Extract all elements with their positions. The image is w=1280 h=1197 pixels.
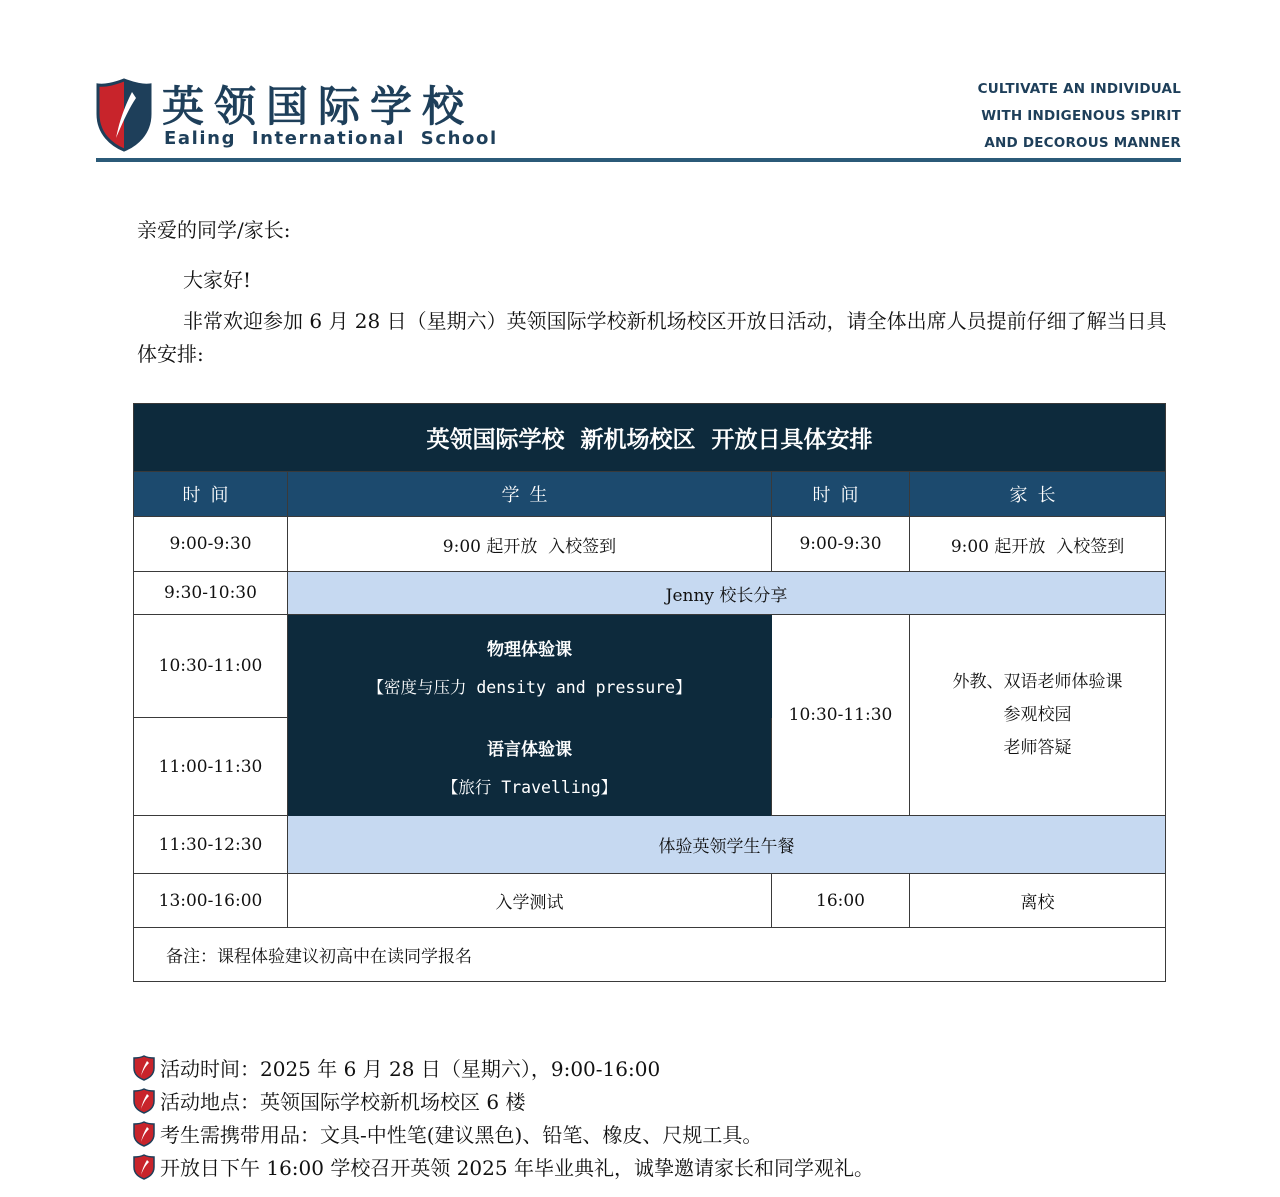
- header-divider: [96, 158, 1181, 162]
- table-note: 备注：课程体验建议初高中在读同学报名: [134, 928, 1166, 982]
- table-row: [134, 517, 1166, 572]
- table-row: [134, 874, 1166, 928]
- shield-logo-icon: [96, 78, 152, 152]
- note-text: 开放日下午 16:00 学校召开英领 2025 年毕业典礼，诚挚邀请家长和同学观礼。: [160, 1156, 874, 1180]
- schedule-title-row: [134, 404, 1166, 472]
- salutation: 亲爱的同学/家长:: [137, 218, 291, 242]
- schedule-table: [133, 403, 1166, 982]
- parent-activities-cell: [910, 615, 1166, 816]
- course-cell-language: [288, 718, 772, 816]
- shield-icon: [133, 1055, 155, 1081]
- letterhead: [96, 70, 1181, 165]
- note-text: 考生需携带用品：文具-中性笔(建议黑色)、铅笔、橡皮、尺规工具。: [160, 1123, 763, 1147]
- shield-icon: [133, 1154, 155, 1180]
- motto-line: AND DECOROUS MANNER: [984, 135, 1181, 151]
- course-cell-physics: [288, 615, 772, 718]
- list-item: 参观校园: [1003, 704, 1072, 725]
- table-row: [134, 615, 1166, 718]
- parent-time-cell: 9:00-9:30: [772, 517, 910, 572]
- column-header-time: 时间: [134, 472, 288, 517]
- course-title: 物理体验课: [487, 639, 572, 660]
- motto-line: CULTIVATE AN INDIVIDUAL: [977, 81, 1181, 97]
- course-subtitle: 【密度与压力 density and pressure】: [367, 677, 692, 697]
- time-cell: 11:30-12:30: [134, 816, 288, 874]
- parent-cell: 离校: [910, 874, 1166, 928]
- school-name-cn: 英领国际学校: [162, 82, 475, 131]
- shared-activity-cell: Jenny 校长分享: [288, 572, 1166, 615]
- parent-cell: 9:00 起开放 入校签到: [910, 517, 1166, 572]
- list-item: [133, 1084, 1193, 1117]
- list-item: [133, 1150, 1193, 1183]
- shared-activity-cell: 体验英领学生午餐: [288, 816, 1166, 874]
- time-cell: 11:00-11:30: [134, 718, 288, 816]
- time-cell: 9:30-10:30: [134, 572, 288, 615]
- intro-paragraph: 非常欢迎参加 6 月 28 日（星期六）英领国际学校新机场校区开放日活动，请全体出席人员提前仔细了解当日具体安排:: [137, 309, 1167, 366]
- student-cell: 入学测试: [288, 874, 772, 928]
- time-cell: 13:00-16:00: [134, 874, 288, 928]
- shield-icon: [133, 1088, 155, 1114]
- parent-time-cell: 10:30-11:30: [772, 615, 910, 816]
- list-item: [133, 1117, 1193, 1150]
- motto: [978, 76, 1181, 157]
- note-text: 活动时间：2025 年 6 月 28 日（星期六），9:00-16:00: [160, 1057, 661, 1081]
- course-subtitle: 【旅行 Travelling】: [441, 778, 618, 797]
- list-item: 外教、双语老师体验课: [952, 671, 1123, 692]
- table-row: [134, 572, 1166, 615]
- student-cell: 9:00 起开放 入校签到: [288, 517, 772, 572]
- column-header-student: 学生: [288, 472, 772, 517]
- schedule-title: 英领国际学校 新机场校区 开放日具体安排: [134, 404, 1166, 472]
- time-cell: 10:30-11:00: [134, 615, 288, 718]
- course-title: 语言体验课: [487, 740, 572, 760]
- schedule-header-row: [134, 472, 1166, 517]
- table-note-row: [134, 928, 1166, 982]
- column-header-parent: 家长: [910, 472, 1166, 517]
- list-item: [133, 1051, 1193, 1084]
- table-row: [134, 816, 1166, 874]
- list-item: 老师答疑: [1003, 737, 1072, 758]
- school-name-en: Ealing International School: [164, 128, 498, 149]
- parent-time-cell: 16:00: [772, 874, 910, 928]
- column-header-time-parent: 时间: [772, 472, 910, 517]
- shield-icon: [133, 1121, 155, 1147]
- time-cell: 9:00-9:30: [134, 517, 288, 572]
- greeting: 大家好!: [183, 268, 252, 292]
- motto-line: WITH INDIGENOUS SPIRIT: [981, 108, 1181, 124]
- note-text: 活动地点：英领国际学校新机场校区 6 楼: [160, 1090, 526, 1114]
- event-notes: [133, 1051, 1193, 1183]
